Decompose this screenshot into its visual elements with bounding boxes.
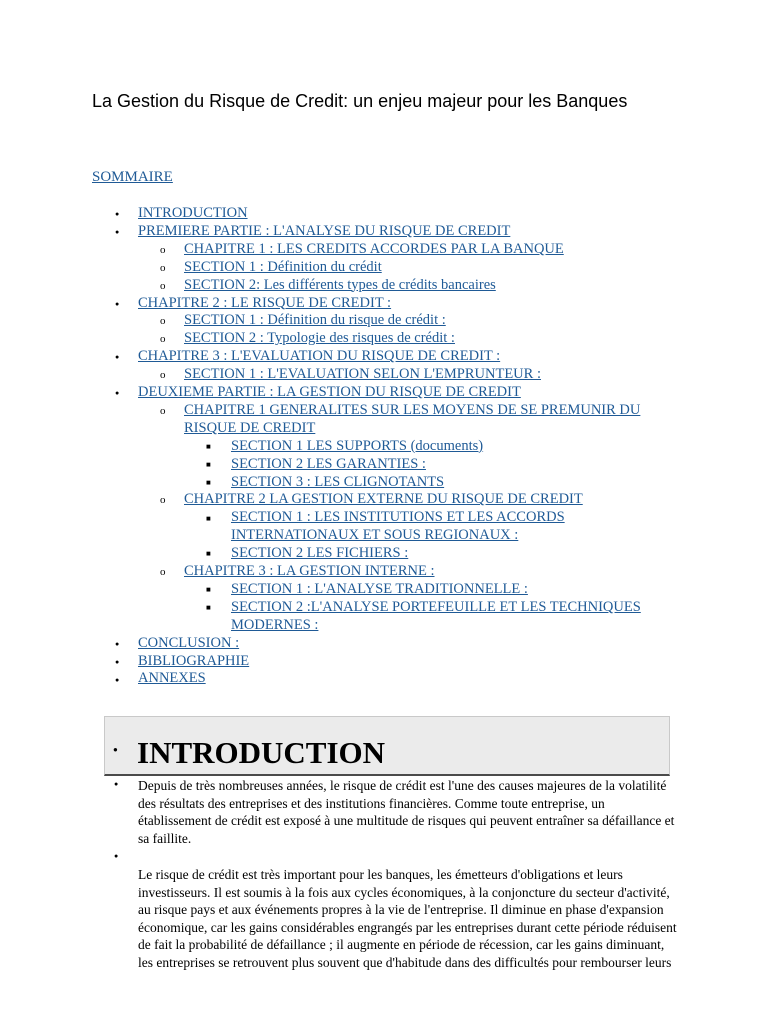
toc-bullet-icon bbox=[115, 383, 119, 402]
toc-bullet-icon bbox=[160, 329, 166, 348]
toc-link[interactable]: SECTION 1 : L'ANALYSE TRADITIONNELLE : bbox=[231, 580, 528, 597]
intro-paragraph-2: Le risque de crédit est très important pour les banques, les émetteurs d'obligations et leurs investisseurs. Il est soumis à la fois aux cycles économiques, à la conjoncture du secteur d'activité, au risque pays et aux événements propres à la vie de l'entreprise. Il diminue en phase d'expansion économique, car les gains considérables engrangés par les entreprises durant cette période réduisent de fait la probabilité de défaillance ; il augmente en période de récession, car les gains diminuant, les entreprises se retrouvent plus souvent que d'habitude dans des difficultés pour rembourser leurs bbox=[138, 867, 677, 970]
toc-link[interactable]: CHAPITRE 2 : LE RISQUE DE CREDIT : bbox=[138, 294, 392, 311]
toc-bullet-icon bbox=[160, 311, 166, 330]
toc-bullet-icon bbox=[115, 652, 119, 671]
paragraph-bullet-icon: ● bbox=[114, 780, 119, 788]
introduction-heading: INTRODUCTION bbox=[137, 735, 386, 770]
toc-link-continued[interactable]: RISQUE DE CREDIT bbox=[184, 419, 316, 436]
toc-link[interactable]: SECTION 2 :L'ANALYSE PORTEFEUILLE ET LES TECHNIQUES bbox=[231, 598, 641, 615]
toc-bullet-icon bbox=[160, 562, 166, 581]
intro-paragraph-1: Depuis de très nombreuses années, le risque de crédit est l'une des causes majeures de la volatilité des résultats des entreprises et des institutions financières. Comme toute entreprise, un établissement de crédit est exposé à une multitude de risques qui peuvent entraîner sa défaillance et sa faillite. bbox=[138, 778, 675, 846]
document-title: La Gestion du Risque de Credit: un enjeu majeur pour les Banques bbox=[92, 91, 628, 111]
toc-link[interactable]: SECTION 1 LES SUPPORTS (documents) bbox=[231, 437, 484, 454]
toc-bullet-icon bbox=[160, 401, 166, 420]
toc-link[interactable]: ANNEXES bbox=[138, 670, 206, 687]
toc-link[interactable]: SECTION 2 LES FICHIERS : bbox=[231, 545, 409, 562]
paragraph-bullet-icon: ● bbox=[114, 852, 119, 860]
toc-bullet-icon bbox=[115, 669, 119, 688]
toc-link[interactable]: SECTION 1 : Définition du risque de crédit : bbox=[184, 312, 446, 329]
toc-link[interactable]: SECTION 2 LES GARANTIES : bbox=[231, 455, 426, 472]
toc-link[interactable]: CHAPITRE 3 : L'EVALUATION DU RISQUE DE CREDIT : bbox=[138, 348, 501, 365]
toc-link[interactable]: CHAPITRE 1 GENERALITES SUR LES MOYENS DE SE PREMUNIR DU bbox=[184, 401, 641, 418]
toc-bullet-icon bbox=[160, 240, 166, 259]
toc-link-continued[interactable]: INTERNATIONAUX ET SOUS REGIONAUX : bbox=[231, 527, 519, 544]
toc-link[interactable]: INTRODUCTION bbox=[138, 205, 248, 221]
toc-bullet-icon bbox=[115, 222, 119, 241]
toc-link[interactable]: CHAPITRE 1 : LES CREDITS ACCORDES PAR LA BANQUE bbox=[184, 240, 564, 257]
toc-bullet-icon bbox=[115, 634, 119, 653]
sommaire-link[interactable]: SOMMAIRE bbox=[92, 169, 173, 185]
toc-bullet-icon bbox=[206, 580, 211, 599]
toc-link-continued[interactable]: MODERNES : bbox=[231, 616, 319, 633]
toc-bullet-icon bbox=[160, 258, 166, 277]
toc-bullet-icon bbox=[206, 544, 211, 563]
heading-bullet-icon: ● bbox=[113, 745, 118, 754]
toc-link[interactable]: SECTION 1 : L'EVALUATION SELON L'EMPRUNTEUR : bbox=[184, 366, 541, 383]
toc-bullet-icon bbox=[160, 276, 166, 295]
toc-link[interactable]: CHAPITRE 2 LA GESTION EXTERNE DU RISQUE DE CREDIT bbox=[184, 491, 583, 508]
toc-bullet-icon bbox=[206, 437, 211, 456]
toc-bullet-icon bbox=[115, 204, 119, 223]
toc-link[interactable]: PREMIERE PARTIE : L'ANALYSE DU RISQUE DE CREDIT bbox=[138, 222, 511, 239]
toc-link[interactable]: SECTION 1 : LES INSTITUTIONS ET LES ACCORDS bbox=[231, 509, 565, 526]
toc-link[interactable]: BIBLIOGRAPHIE bbox=[138, 652, 250, 669]
toc-bullet-icon bbox=[206, 598, 211, 617]
toc-bullet-icon bbox=[206, 455, 211, 474]
toc-link[interactable]: SECTION 1 : Définition du crédit bbox=[184, 258, 382, 275]
toc-link[interactable]: SECTION 2 : Typologie des risques de crédit : bbox=[184, 330, 455, 347]
toc-bullet-icon bbox=[160, 490, 166, 509]
toc-bullet-icon bbox=[160, 365, 166, 384]
toc-bullet-icon bbox=[206, 473, 211, 492]
toc-link[interactable]: DEUXIEME PARTIE : LA GESTION DU RISQUE DE CREDIT bbox=[138, 384, 521, 400]
toc-bullet-icon bbox=[115, 294, 119, 313]
toc-bullet-icon bbox=[206, 508, 211, 527]
toc-link[interactable]: SECTION 3 : LES CLIGNOTANTS bbox=[231, 473, 445, 490]
toc-link[interactable]: CONCLUSION : bbox=[138, 634, 240, 651]
toc-link[interactable]: SECTION 2: Les différents types de crédits bancaires bbox=[184, 276, 496, 293]
toc-link[interactable]: CHAPITRE 3 : LA GESTION INTERNE : bbox=[184, 563, 435, 579]
toc-bullet-icon bbox=[115, 347, 119, 366]
